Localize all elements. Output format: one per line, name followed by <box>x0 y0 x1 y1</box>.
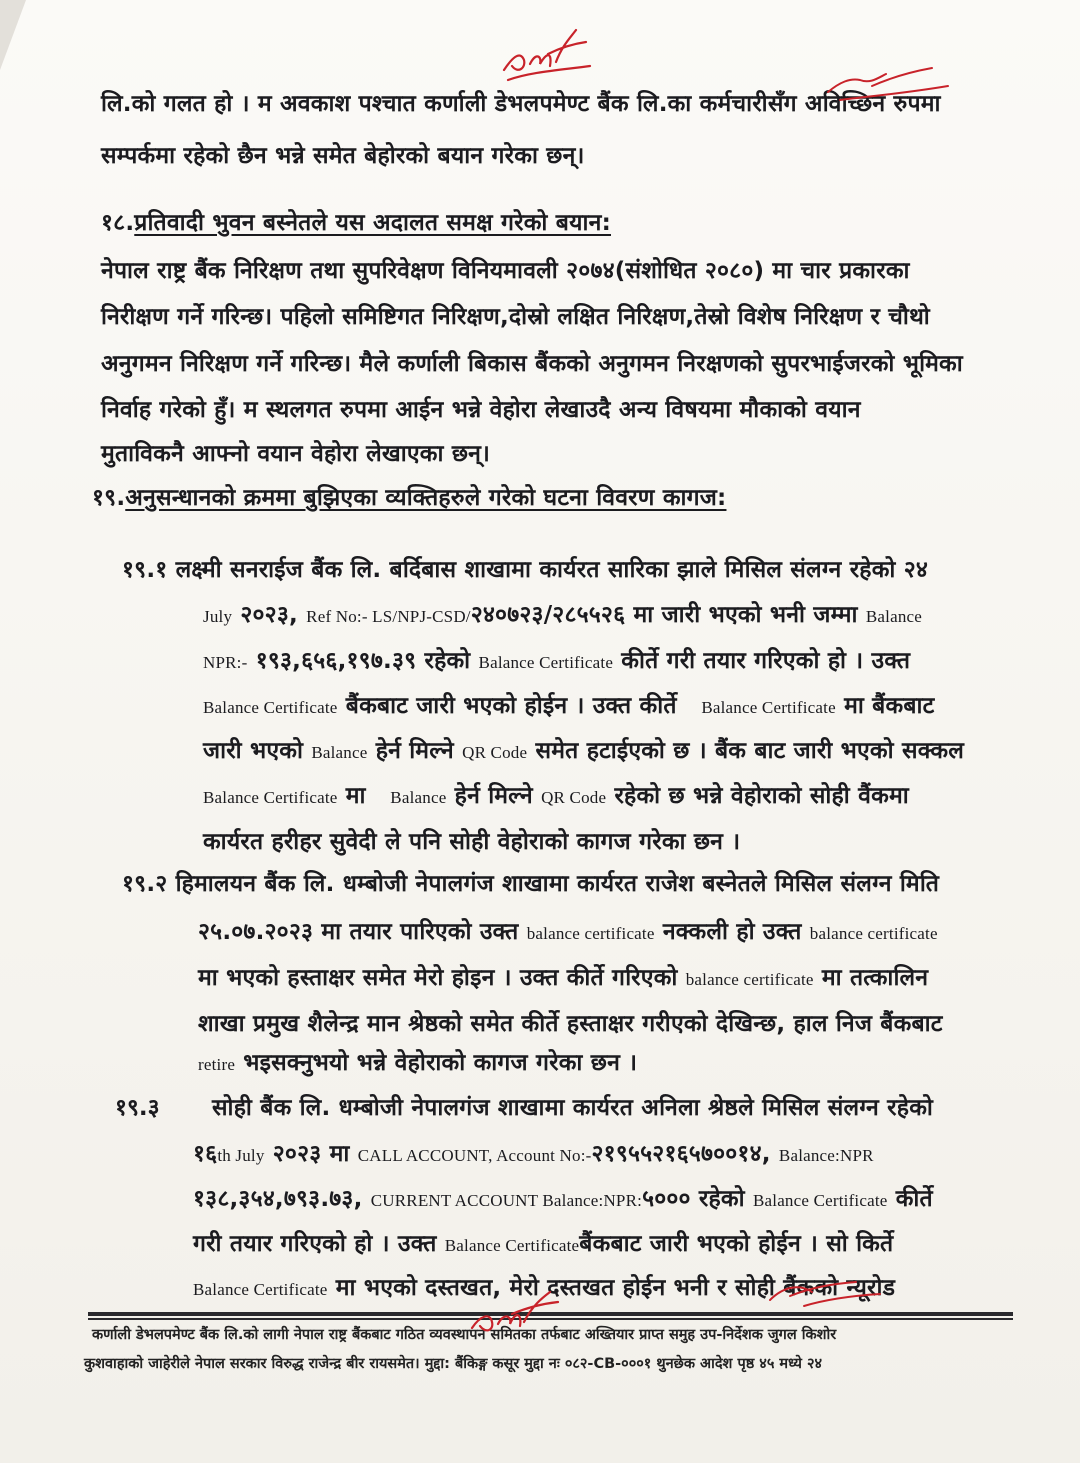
item-19-1-line-6-mid: हेर्न मिल्ने <box>454 783 533 809</box>
kirte-word: कीर्ते <box>895 1186 933 1212</box>
balance-certificate-term: Balance Certificate <box>444 1236 580 1255</box>
section-18-heading: प्रतिवादी भुवन बस्नेतले यस अदालत समक्ष गरेको बयान: <box>134 210 611 236</box>
retire-word: retire <box>198 1055 236 1074</box>
footer-line-2: कुशवाहाको जाहेरीले नेपाल सरकार विरुद्ध राजेन्द्र बीर रायसमेत। मुद्दा: बैंकिङ्ग कसूर मुद्दा नः ०८२-CB-०००१ थुनछेक आदेश पृष्ठ ४५ मध्ये २४ <box>84 1356 823 1372</box>
npr-label: NPR:- <box>203 653 248 672</box>
item-19-2-line-4: शाखा प्रमुख शैलेन्द्र मान श्रेष्ठको समेत कीर्ते हस्ताक्षर गरीएको देखिन्छ, हाल निज बैंकबाट <box>198 1011 943 1037</box>
npr-amount: १९३,६५६,१९७.३९ रहेको <box>255 648 471 674</box>
balance-certificate-term: Balance Certificate <box>752 1191 888 1210</box>
signature-mark-top-right <box>820 56 960 106</box>
qr-code-term: QR Code <box>462 743 528 762</box>
item-19-3-line-4 <box>193 1226 893 1258</box>
item-19-1-line-7: कार्यरत हरीहर सुवेदी ले पनि सोही वेहोराको कागज गरेका छन । <box>203 829 741 855</box>
item-19-1-line-5 <box>203 733 964 765</box>
item-19-3-line-3 <box>193 1181 933 1213</box>
item-19-2-line-2 <box>198 914 938 946</box>
item-19-2-line-5 <box>198 1045 637 1077</box>
intro-line-1: लि.को गलत हो । म अवकाश पश्चात कर्णाली डेभलपमेण्ट बैंक लि.का कर्मचारीसँग अविच्छिन रुपमा <box>101 91 941 117</box>
section-18-line-5: मुताविकनै आफ्नो वयान वेहोरा लेखाएका छन्। <box>101 441 491 467</box>
item-19-2-text: हिमालयन बैंक लि. धम्बोजी नेपालगंज शाखामा कार्यरत राजेश बस्नेतले मिसिल संलग्न मिति <box>175 871 940 897</box>
current-account-label: CURRENT ACCOUNT Balance:NPR: <box>370 1191 643 1210</box>
balance-certificate-term: Balance Certificate <box>203 698 338 717</box>
date-month: July <box>203 607 233 626</box>
item-19-3-line-4-start: गरी तयार गरिएको हो । उक्त <box>193 1231 437 1257</box>
item-19-2-line-2-mid: नक्कली हो उक्त <box>662 919 802 945</box>
section-18-line-2: निरीक्षण गर्ने गरिन्छ। पहिलो समिष्टिगत निरिक्षण,दोस्रो लक्षित निरिक्षण,तेस्रो विशेष निरिक्षण र चौथो <box>101 304 930 330</box>
date-year: २०२३, <box>240 602 298 628</box>
intro-line-2: सम्पर्कमा रहेको छैन भन्ने समेत बेहोरको बयान गरेका छन्। <box>101 143 585 169</box>
item-19-1-line-4-text: बैंकबाट जारी भएको होईन । उक्त कीर्ते <box>345 693 677 719</box>
balance-certificate-term: Balance Certificate <box>701 698 836 717</box>
balance-word: Balance <box>311 743 368 762</box>
item-19-1-number: १९.१ <box>122 557 168 583</box>
item-19-3-number: १९.३ <box>115 1095 160 1121</box>
item-19-1-line-6-ma: मा <box>345 783 366 809</box>
section-19-heading: अनुसन्धानको क्रममा बुझिएका व्यक्तिहरुले गरेको घटना विवरण कागज: <box>125 485 727 511</box>
current-account-balance: ५००० रहेको <box>642 1186 745 1212</box>
call-account-label: CALL ACCOUNT, Account No:- <box>357 1146 592 1165</box>
section-19-heading-row <box>92 480 726 512</box>
signature-initials-bottom <box>460 1284 570 1346</box>
item-19-3-line-1: सोही बैंक लि. धम्बोजी नेपालगंज शाखामा कार्यरत अनिला श्रेष्ठले मिसिल संलग्न रहेको <box>212 1095 934 1121</box>
item-19-3-line-2 <box>193 1136 874 1168</box>
section-18-number: १८. <box>101 210 135 236</box>
balance-certificate-term: Balance Certificate <box>478 653 614 672</box>
balance-npr-label: Balance:NPR <box>778 1146 874 1165</box>
day-suffix-month: th July <box>217 1146 265 1165</box>
item-19-1-line-5-end: समेत हटाईएको छ । बैंक बाट जारी भएको सक्कल <box>535 738 965 764</box>
balance-certificate-term: balance certificate <box>809 924 938 943</box>
item-19-2-line-3 <box>198 960 928 992</box>
ref-number-text: २४०७२३/२८५५२६ मा जारी भएको भनी जम्मा <box>470 602 858 628</box>
item-19-1-line-3 <box>203 643 910 675</box>
item-19-1-line-3-text: कीर्ते गरी तयार गरिएको हो । उक्त <box>621 648 911 674</box>
item-19-1-line-2 <box>203 597 922 629</box>
section-18-line-4: निर्वाह गरेको हुँ। म स्थलगत रुपमा आईन भन्ने वेहोरा लेखाउदै अन्य विषयमा मौकाको वयान <box>101 397 861 423</box>
balance-certificate-term: balance certificate <box>685 970 814 989</box>
item-19-1-text: लक्ष्मी सनराईज बैंक लि. बर्दिबास शाखामा कार्यरत सारिका झाले मिसिल संलग्न रहेको २४ <box>175 557 929 583</box>
item-19-2-line-5-text: भइसक्नुभयो भन्ने वेहोराको कागज गरेका छन । <box>243 1050 638 1076</box>
signature-initials-top <box>490 20 600 90</box>
balance-certificate-term: Balance Certificate <box>193 1280 328 1299</box>
section-18-line-3: अनुगमन निरिक्षण गर्ने गरिन्छ। मैले कर्णाली बिकास बैंकको अनुगमन निरक्षणको सुपरभाईजरको भूमिका <box>101 351 963 377</box>
account-number: २१९५५२१६५७००१४, <box>591 1141 771 1167</box>
item-19-2-number: १९.२ <box>122 871 168 897</box>
balance-word: Balance <box>865 607 923 626</box>
section-19-number: १९. <box>92 485 126 511</box>
item-19-3-line-5-text: मा भएको दस्तखत, मेरो दस्तखत होईन भनी र सोही बैंकको न्यूरोड <box>335 1275 896 1301</box>
qr-code-term: QR Code <box>541 788 607 807</box>
year-ma: २०२३ मा <box>272 1141 350 1167</box>
balance-word: Balance <box>390 788 447 807</box>
day-number: १६ <box>193 1141 218 1167</box>
ref-label: Ref No:- LS/NPJ-CSD/ <box>306 607 471 626</box>
item-19-1-line-5-mid: हेर्न मिल्ने <box>375 738 454 764</box>
item-19-1-line-6-end: रहेको छ भन्ने वेहोराको सोही वैंकमा <box>614 783 909 809</box>
item-19-2-line-2-start: २५.०७.२०२३ मा तयार पारिएको उक्त <box>198 919 519 945</box>
balance-certificate-term: balance certificate <box>526 924 655 943</box>
item-19-1-line-4-end: मा बैंकबाट <box>844 693 935 719</box>
balance-certificate-term: Balance Certificate <box>203 788 338 807</box>
footer-line-1: कर्णाली डेभलपमेण्ट बैंक लि.को लागी नेपाल राष्ट्र बैंकबाट गठित व्यवस्थापन समितका तर्फबाट अख्तियार प्राप्त समुह उप-निर्देशक जुगल किशोर <box>92 1327 837 1343</box>
item-19-3-line-4-end: बैंकबाट जारी भएको होईन । सो किर्ते <box>579 1231 894 1257</box>
section-18-heading-row <box>101 205 611 237</box>
call-account-balance: १३८,३५४,७९३.७३, <box>193 1186 363 1212</box>
item-19-1-line-1 <box>122 552 928 584</box>
page-corner-fold <box>0 0 26 70</box>
item-19-2-line-3-end: मा तत्कालिन <box>821 965 929 991</box>
signature-mark-bottom-right <box>760 1266 890 1316</box>
item-19-2-line-3-start: मा भएको हस्ताक्षर समेत मेरो होइन । उक्त कीर्ते गरिएको <box>198 965 678 991</box>
item-19-1-line-4 <box>203 688 934 720</box>
item-19-1-line-5-start: जारी भएको <box>203 738 304 764</box>
item-19-1-line-6 <box>203 778 909 810</box>
section-18-line-1: नेपाल राष्ट्र बैंक निरिक्षण तथा सुपरिवेक्षण विनियमावली २०७४(संशोधित २०८०) मा चार प्रकारका <box>101 258 910 284</box>
item-19-2-line-1 <box>122 866 939 898</box>
